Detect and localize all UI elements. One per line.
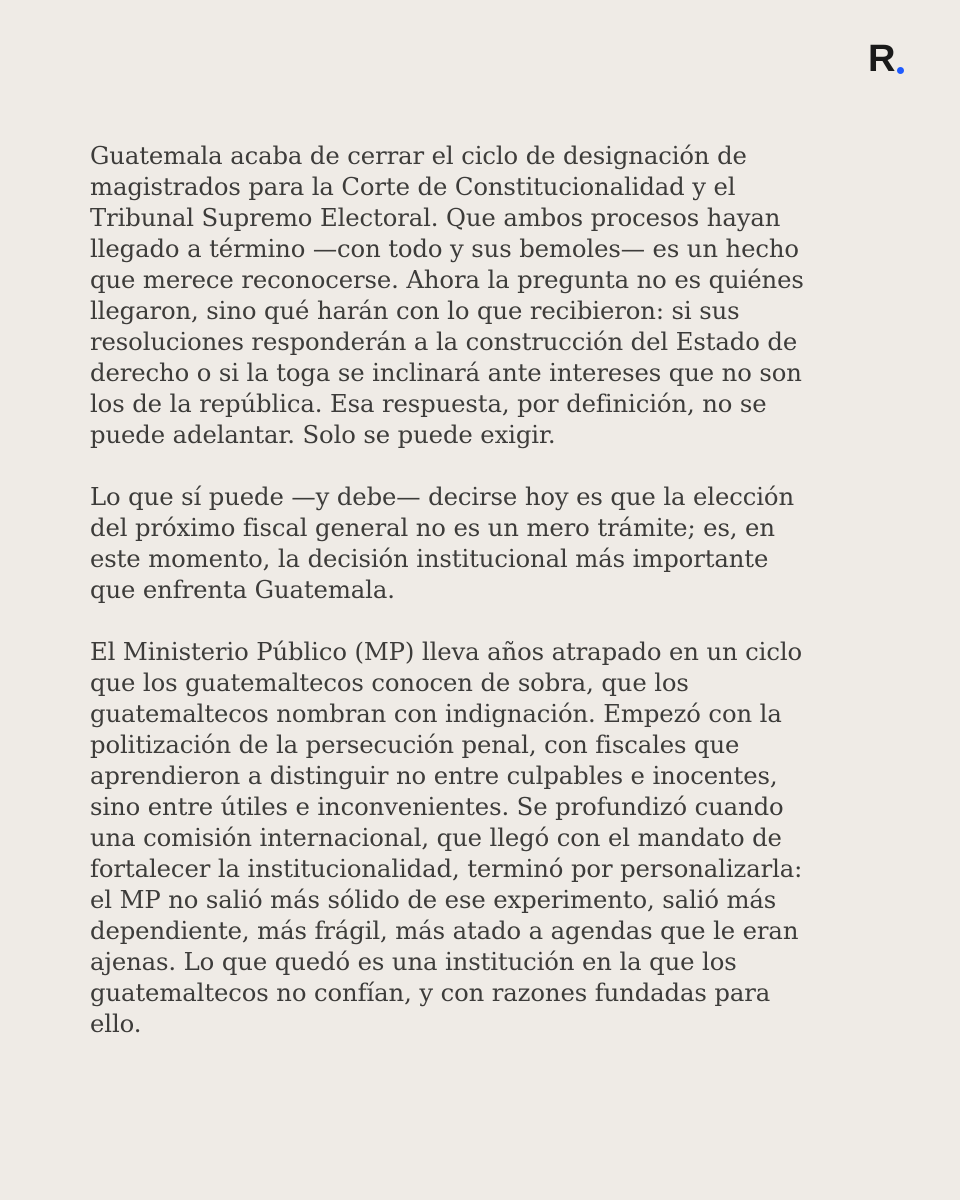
paragraph-line: llegaron, sino qué harán con lo que recibieron: si sus bbox=[90, 296, 740, 325]
paragraph-line: guatemaltecos nombran con indignación. Empezó con la bbox=[90, 699, 782, 728]
paragraph-line: que los guatemaltecos conocen de sobra, que los bbox=[90, 668, 689, 697]
paragraph-line: los de la república. Esa respuesta, por definición, no se bbox=[90, 389, 767, 418]
paragraph-line: una comisión internacional, que llegó con el mandato de bbox=[90, 823, 782, 852]
paragraph-line: dependiente, más frágil, más atado a agendas que le eran bbox=[90, 916, 799, 945]
paragraph-line: llegado a término —con todo y sus bemoles— es un hecho bbox=[90, 234, 799, 263]
paragraph-line: del próximo fiscal general no es un mero trámite; es, en bbox=[90, 513, 775, 542]
paragraph-line: Guatemala acaba de cerrar el ciclo de designación de bbox=[90, 141, 747, 170]
paragraph-line: ello. bbox=[90, 1009, 142, 1038]
paragraph-line: que enfrenta Guatemala. bbox=[90, 575, 395, 604]
paragraph-line: politización de la persecución penal, con fiscales que bbox=[90, 730, 740, 759]
brand-logo bbox=[868, 38, 904, 78]
paragraph-2 bbox=[90, 481, 840, 605]
paragraph-line: Tribunal Supremo Electoral. Que ambos procesos hayan bbox=[90, 203, 781, 232]
paragraph-line: fortalecer la institucionalidad, terminó por personalizarla: bbox=[90, 854, 803, 883]
paragraph-line: este momento, la decisión institucional más importante bbox=[90, 544, 769, 573]
paragraph-line: resoluciones responderán a la construcción del Estado de bbox=[90, 327, 798, 356]
paragraph-line: El Ministerio Público (MP) lleva años atrapado en un ciclo bbox=[90, 637, 803, 666]
paragraph-line: guatemaltecos no confían, y con razones fundadas para bbox=[90, 978, 771, 1007]
paragraph-line: ajenas. Lo que quedó es una institución en la que los bbox=[90, 947, 737, 976]
paragraph-line: el MP no salió más sólido de ese experimento, salió más bbox=[90, 885, 777, 914]
paragraph-1 bbox=[90, 140, 840, 450]
paragraph-line: aprendieron a distinguir no entre culpables e inocentes, bbox=[90, 761, 778, 790]
paragraph-3 bbox=[90, 636, 840, 1039]
brand-logo-letter: R bbox=[868, 38, 896, 80]
paragraph-line: puede adelantar. Solo se puede exigir. bbox=[90, 420, 556, 449]
paragraph-line: derecho o si la toga se inclinará ante intereses que no son bbox=[90, 358, 802, 387]
paragraph-line: sino entre útiles e inconvenientes. Se profundizó cuando bbox=[90, 792, 784, 821]
paragraph-line: que merece reconocerse. Ahora la pregunta no es quiénes bbox=[90, 265, 804, 294]
paragraph-line: magistrados para la Corte de Constitucionalidad y el bbox=[90, 172, 736, 201]
article-body bbox=[90, 140, 840, 1070]
paragraph-line: Lo que sí puede —y debe— decirse hoy es que la elección bbox=[90, 482, 794, 511]
brand-logo-dot bbox=[897, 67, 904, 74]
